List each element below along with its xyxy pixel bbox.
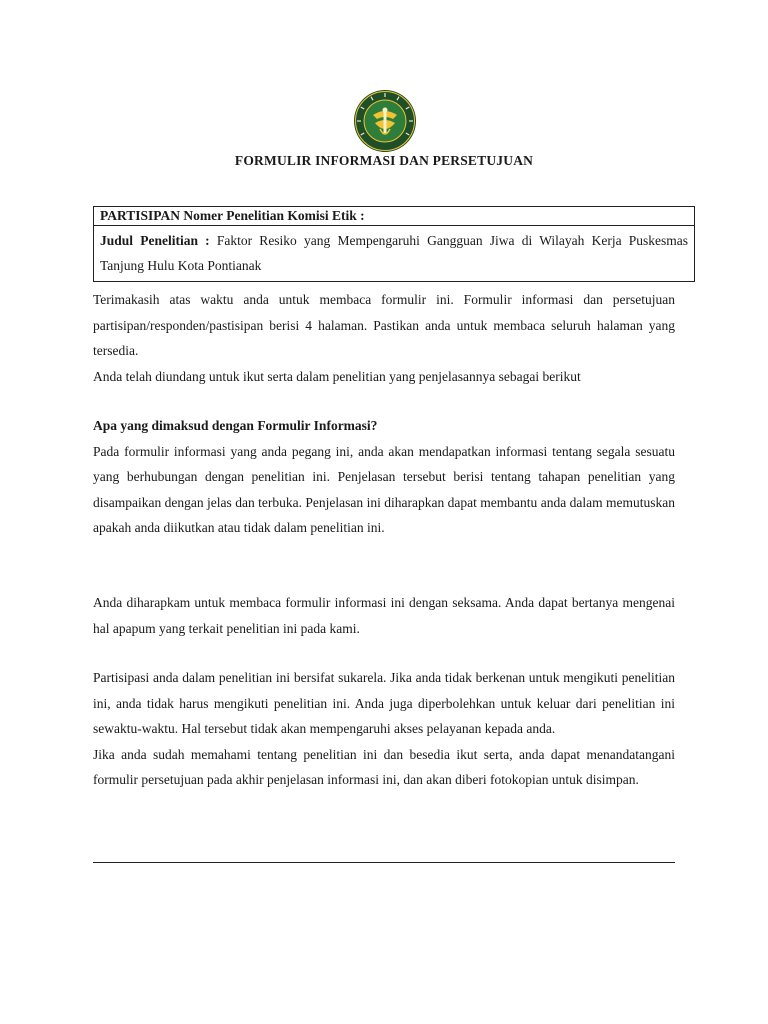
invitation-paragraph: Anda telah diundang untuk ikut serta dalam penelitian yang penjelasannya sebagai berikut (93, 368, 581, 384)
ethics-number-row: PARTISIPAN Nomer Penelitian Komisi Etik : (94, 207, 694, 226)
horizontal-divider (93, 862, 675, 863)
reading-section (93, 590, 675, 641)
participation-section (93, 665, 675, 793)
section-heading: Apa yang dimaksud dengan Formulir Informasi? (93, 418, 378, 433)
voluntary-paragraph: Partisipasi anda dalam penelitian ini bersifat sukarela. Jika anda tidak berkenan untuk mengikuti penelitian ini, anda tidak harus mengikuti penelitian ini. Anda juga diperbolehkan untuk keluar dari penelitian ini sewaktu-waktu. Hal tersebut tidak akan mempengaruhi akses pelayanan kepada anda. (93, 670, 675, 736)
information-paragraph: Pada formulir informasi yang anda pegang ini, anda akan mendapatkan informasi tentang segala sesuatu yang berhubungan dengan penelitian ini. Penjelasan tersebut berisi tentang tahapan penelitian yang disampaikan dengan jelas dan terbuka. Penjelasan ini diharapkan dapat membantu anda dalam memutuskan apakah anda diikutkan atau tidak dalam penelitian ini. (93, 443, 675, 535)
research-title-text: Faktor Resiko yang Mempengaruhi Gangguan Jiwa di Wilayah Kerja Puskesmas Tanjung Hulu Kota Pontianak (100, 233, 689, 273)
intro-section (93, 287, 675, 389)
document-title: FORMULIR INFORMASI DAN PERSETUJUAN (234, 153, 534, 168)
information-form-section (93, 413, 675, 541)
research-title-row (94, 226, 694, 281)
reading-paragraph: Anda diharapkam untuk membaca formulir informasi ini dengan seksama. Anda dapat bertanya mengenai hal apapum yang terkait penelitian ini pada kami. (93, 595, 675, 636)
participant-info-table (93, 206, 695, 282)
institution-logo (353, 89, 417, 153)
intro-paragraph: Terimakasih atas waktu anda untuk membaca formulir ini. Formulir informasi dan persetujuan partisipan/responden/pastisipan berisi 4 halaman. Pastikan anda untuk membaca seluruh halaman yang tersedia. (93, 292, 675, 358)
consent-paragraph: Jika anda sudah memahami tentang penelitian ini dan besedia ikut serta, anda dapat menandatangani formulir persetujuan pada akhir penjelasan informasi ini, dan akan diberi fotokopian untuk disimpan. (93, 746, 675, 787)
research-title-label: Judul Penelitian : (100, 233, 210, 248)
